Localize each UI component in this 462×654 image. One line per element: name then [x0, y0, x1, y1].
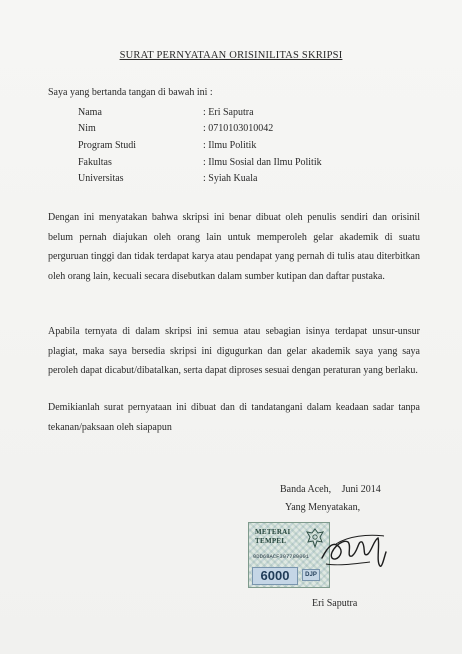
- signature-date: Juni 2014: [341, 484, 381, 495]
- identity-row-faculty: [78, 154, 322, 171]
- plagiarism-paragraph: Apabila ternyata di dalam skripsi ini semua atau sebagian isinya terdapat unsur-unsur plagiat, maka saya bersedia skripsi ini digugurkan dan gelar akademik saya yang saya peroleh dapat dicabut/dibatalkan, serta dapat diproses sesuai dengan peraturan yang berlaku.: [48, 326, 420, 376]
- closing-paragraph: Demikianlah surat pernyataan ini dibuat dan di tandatangani dalam keadaan sadar tanpa tekanan/paksaan oleh siapapun: [48, 402, 420, 433]
- signature-role: Yang Menyatakan,: [285, 502, 361, 513]
- identity-value: : 0710103010042: [203, 123, 274, 135]
- identity-row-nim: [78, 121, 322, 138]
- identity-value: : Ilmu Politik: [203, 139, 257, 151]
- identity-value: : Syiah Kuala: [203, 173, 258, 185]
- identity-row-program: [78, 137, 322, 154]
- handwritten-signature: [318, 528, 390, 574]
- intro-text: Saya yang bertanda tangan di bawah ini :: [48, 87, 213, 98]
- signer-name: Eri Saputra: [312, 598, 358, 609]
- signature-place-date: [280, 484, 381, 495]
- identity-table: [78, 104, 322, 187]
- statement-paragraph: Dengan ini menyatakan bahwa skripsi ini benar dibuat oleh penulis sendiri dan orisinil belum pernah diajukan oleh orang lain untuk memperoleh gelar akademik di suatu perguruan tinggi dan tidak terdapat karya atau pendapat yang pernah di tulis atau diterbitkan oleh orang lain, kecuali secara disebutkan dalam sumber kutipan dan daftar pustaka.: [48, 212, 420, 282]
- identity-value: : Eri Saputra: [203, 106, 254, 118]
- signature-place: Banda Aceh,: [280, 484, 332, 495]
- stamp-title-line2: TEMPEL: [255, 537, 287, 545]
- document-title: SURAT PERNYATAAN ORISINILITAS SKRIPSI: [119, 50, 343, 61]
- identity-row-university: [78, 170, 322, 187]
- identity-label: Fakultas: [78, 156, 112, 168]
- identity-value: : Ilmu Sosial dan Ilmu Politik: [203, 156, 322, 168]
- identity-row-name: [78, 104, 322, 121]
- stamp-title-line1: METERAI: [255, 528, 291, 536]
- identity-label: Nama: [78, 106, 102, 118]
- identity-label: Universitas: [78, 173, 124, 185]
- stamp-currency: DJP: [302, 569, 320, 581]
- identity-label: Program Studi: [78, 139, 137, 151]
- stamp-serial-number: 0DD68ACF307780001: [253, 553, 310, 560]
- identity-label: Nim: [78, 123, 96, 135]
- stamp-value: 6000: [252, 567, 298, 585]
